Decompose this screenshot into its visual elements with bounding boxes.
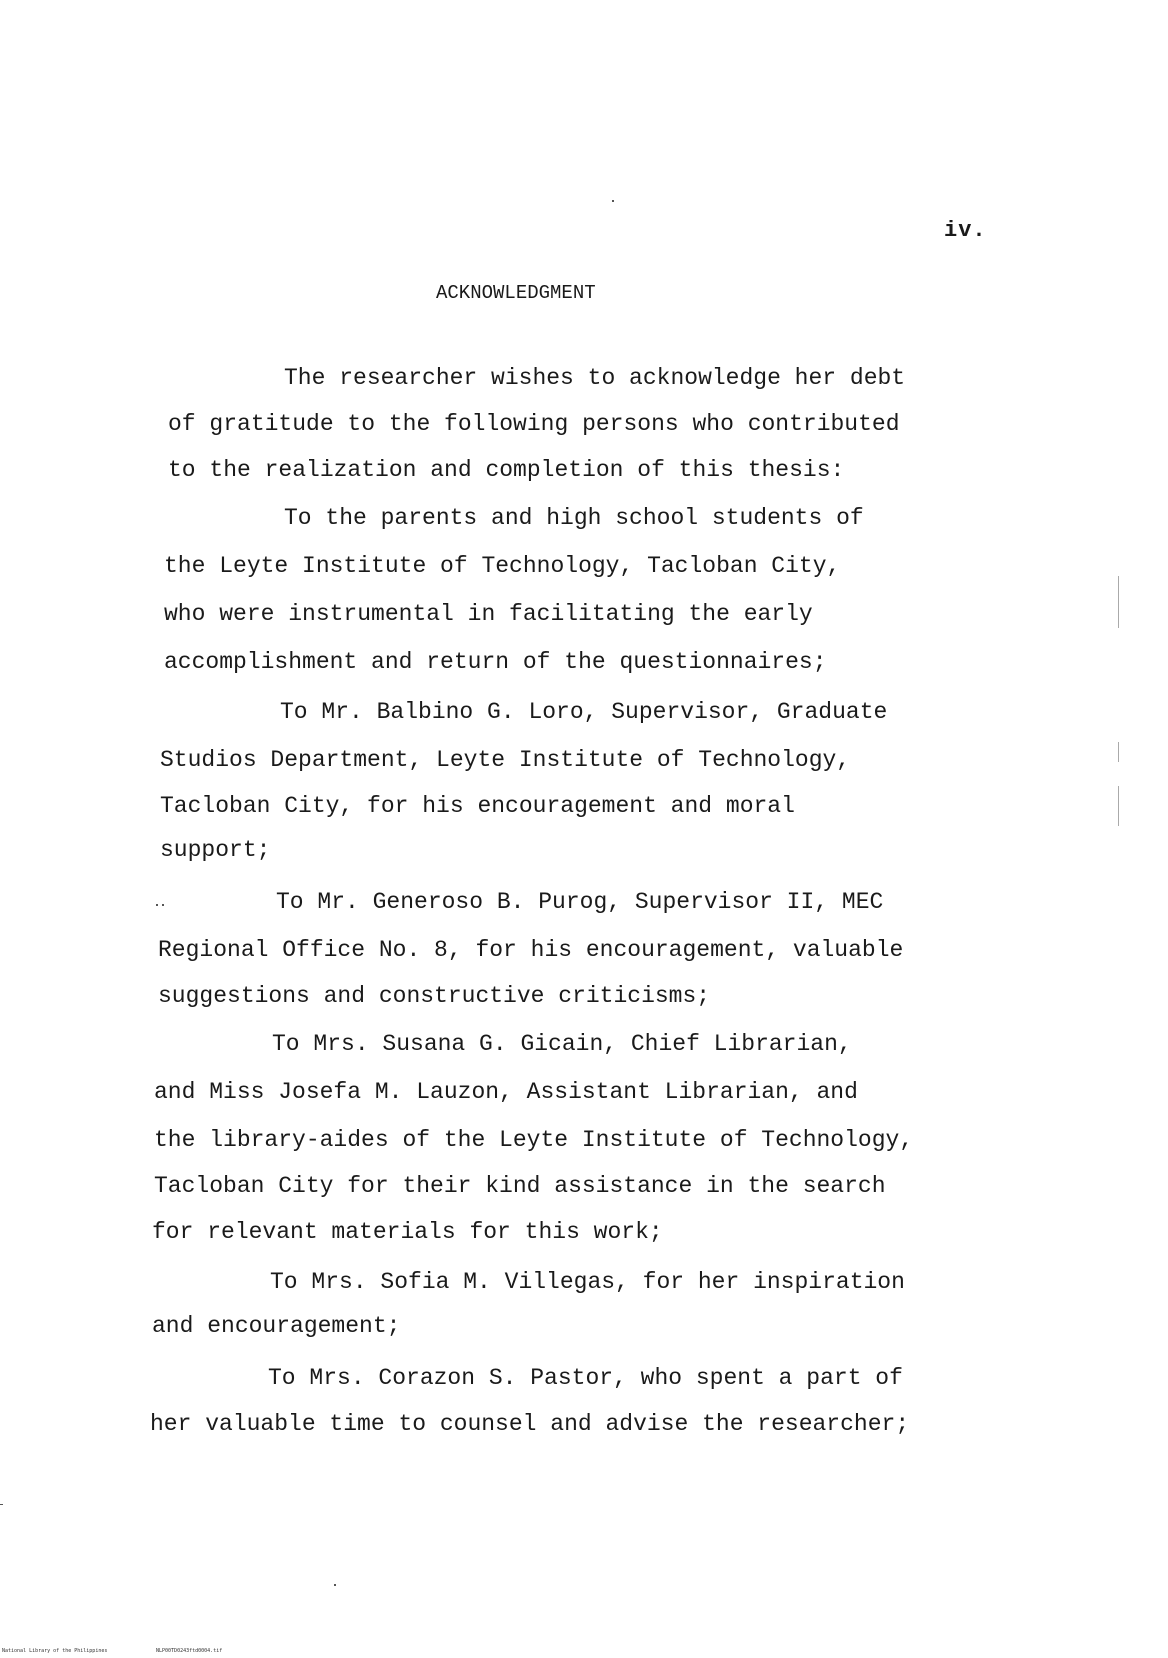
scan-edge-mark: [1118, 786, 1119, 826]
text-line: Studios Department, Leyte Institute of Technology,: [160, 747, 851, 773]
scan-edge-mark: [1118, 742, 1119, 762]
text-line: To Mrs. Corazon S. Pastor, who spent a part of: [268, 1365, 903, 1391]
text-line: To Mr. Balbino G. Loro, Supervisor, Graduate: [280, 699, 888, 725]
footer-source: National Library of the Philippines: [2, 1648, 108, 1654]
text-line: The researcher wishes to acknowledge her debt: [284, 365, 906, 391]
text-line: to the realization and completion of this thesis:: [168, 457, 845, 483]
scan-speck: [612, 200, 614, 202]
footer-filename: NLP00TD0243ftd0004.tif: [156, 1648, 223, 1654]
text-line: support;: [160, 837, 271, 863]
scan-speck: [156, 904, 158, 906]
page-title: ACKNOWLEDGMENT: [436, 282, 596, 304]
text-line: Tacloban City for their kind assistance in the search: [154, 1173, 886, 1199]
scan-speck: [162, 904, 164, 906]
page-number: iv.: [944, 218, 987, 243]
text-line: Tacloban City, for his encouragement and moral: [160, 793, 795, 819]
text-line: To Mr. Generoso B. Purog, Supervisor II, MEC: [276, 889, 884, 915]
text-line: for relevant materials for this work;: [152, 1219, 663, 1245]
text-line: her valuable time to counsel and advise the researcher;: [150, 1411, 910, 1437]
text-line: who were instrumental in facilitating the early: [164, 601, 813, 627]
text-line: the Leyte Institute of Technology, Tacloban City,: [164, 553, 841, 579]
text-line: of gratitude to the following persons who contributed: [168, 411, 900, 437]
text-line: and Miss Josefa M. Lauzon, Assistant Librarian, and: [154, 1079, 858, 1105]
scan-speck: [334, 1584, 336, 1586]
text-line: accomplishment and return of the questionnaires;: [164, 649, 827, 675]
text-line: suggestions and constructive criticisms;: [158, 983, 711, 1009]
text-line: the library-aides of the Leyte Institute of Technology,: [154, 1127, 914, 1153]
scan-edge-mark: [1118, 576, 1119, 628]
text-line: To Mrs. Sofia M. Villegas, for her inspiration: [270, 1269, 905, 1295]
text-line: and encouragement;: [152, 1313, 401, 1339]
scan-edge-mark: [0, 1504, 3, 1505]
text-line: To the parents and high school students of: [284, 505, 864, 531]
text-line: Regional Office No. 8, for his encouragement, valuable: [158, 937, 904, 963]
text-line: To Mrs. Susana G. Gicain, Chief Librarian,: [272, 1031, 852, 1057]
